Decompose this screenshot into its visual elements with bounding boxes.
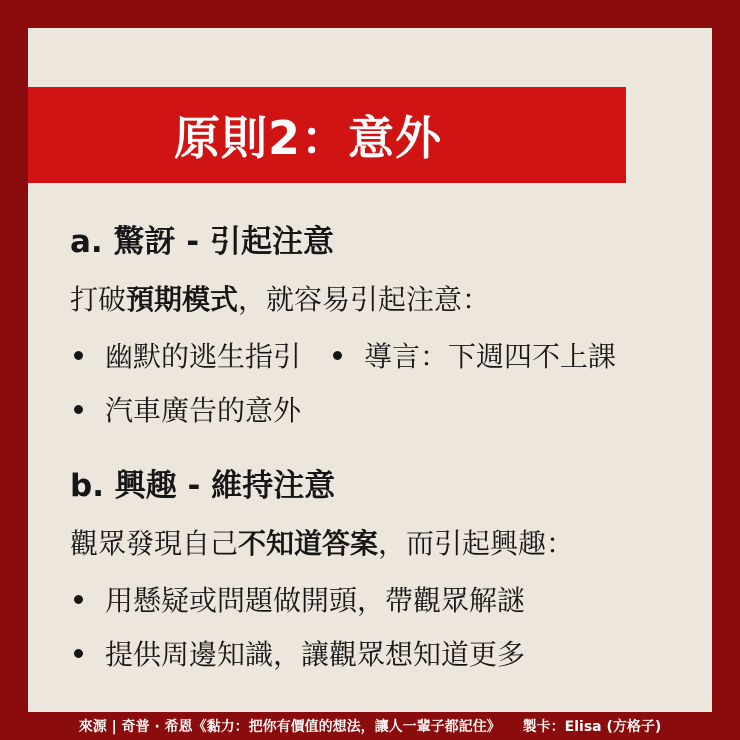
footer-credit: 製卡：Elisa (方格子) [522, 719, 662, 735]
bullet-icon [74, 595, 83, 604]
section-a-intro-bold: 預期模式 [126, 283, 239, 316]
section-b-intro-bold: 不知道答案 [238, 527, 379, 560]
list-item [329, 335, 616, 375]
section-a-heading: a. 驚訝 - 引起注意 [70, 224, 334, 260]
section-a-bullets [70, 328, 692, 436]
footer [0, 712, 740, 740]
section-b-intro-pre: 觀眾發現自己 [70, 527, 239, 560]
section-b-intro [70, 522, 692, 566]
footer-source: 來源 | 奇普 · 希恩《黏力：把你有價值的想法，讓人一輩子都記住》 [78, 719, 501, 735]
bullet-icon [74, 351, 83, 360]
section-b-bullets [70, 572, 692, 680]
bullet-icon [74, 649, 83, 658]
bullet-text: 幽默的逃生指引 [105, 340, 302, 373]
section-a-intro-pre: 打破 [70, 283, 127, 316]
bullet-text: 用懸疑或問題做開頭，帶觀眾解謎 [105, 584, 526, 617]
bullet-icon [74, 405, 83, 414]
page-title: 原則2：意外 [174, 111, 443, 165]
list-item [70, 328, 692, 382]
section-a-intro [70, 278, 692, 322]
section-b-intro-post: ，而引起興趣： [378, 527, 575, 560]
list-item [70, 626, 692, 680]
content-card [28, 28, 712, 712]
bullet-text: 提供周邊知識，讓觀眾想知道更多 [105, 638, 526, 671]
content-area [70, 218, 692, 680]
bullet-text: 汽車廣告的意外 [105, 394, 302, 427]
list-item [70, 572, 692, 626]
section-a-intro-post: ，就容易引起注意： [238, 283, 491, 316]
bullet-text: 導言：下週四不上課 [364, 340, 617, 373]
list-item [70, 382, 692, 436]
section-b-heading: b. 興趣 - 維持注意 [70, 468, 336, 504]
bullet-icon [333, 351, 342, 360]
title-banner [28, 87, 626, 183]
